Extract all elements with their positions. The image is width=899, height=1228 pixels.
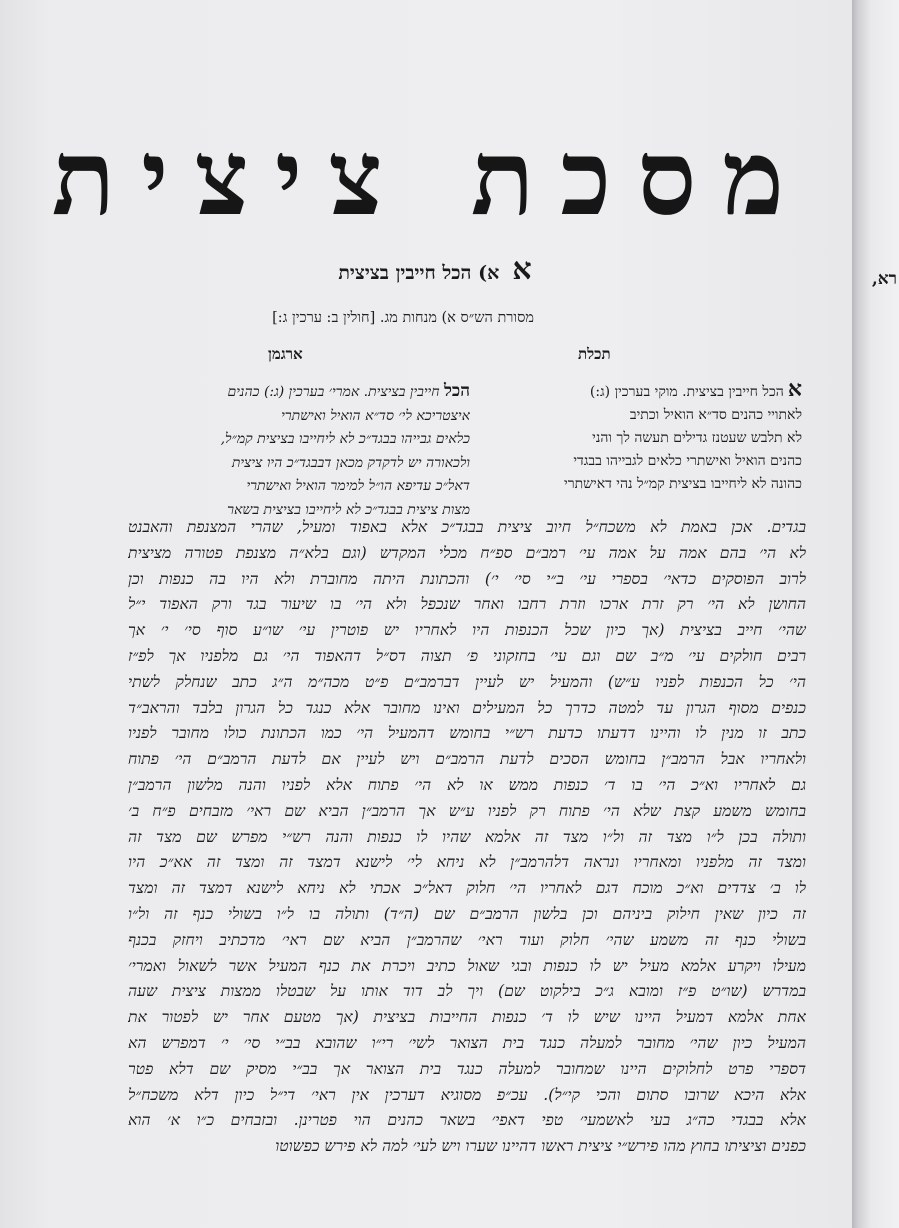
body-line: ומצד זה מלפניו ומאחריו ונראה דלהרמב״ן לא ניחא לי׳ לישנא דמצד זה ומצד זה אא״כ היו	[128, 853, 806, 872]
body-line: החושן לא הי׳ רק זרת ארכו וזרת רחבו ואחר שנכפל ולא הי׳ בו שיעור בגד ורק האפוד י״ל	[128, 595, 806, 614]
body-line: אחת אלמא דמעיל היינו שיש לו ד׳ כנפות החייבות בציצית (אך מטעם אחר יש לפטור את	[128, 1008, 806, 1027]
dibur-hamatchil: הכל	[443, 381, 470, 401]
body-line: לרוב הפוסקים כדאי׳ בספרי עי׳ ב״י סי׳ י׳) והכתונת היתה מחוברת ולא היו בה כנפות וכן	[128, 569, 806, 588]
commentary-line: ולכאורה יש לדקדק מכאן דבבגד״כ היו ציצית	[231, 454, 470, 471]
body-line: הי׳ כל הכנפות לפניו ע״ש) והמעיל יש לעיין דברמב״ם פ״ט מכה״מ ה״ג כתב שנחלק לשתי	[128, 672, 806, 691]
body-line: במדרש (שו״ט פ״ז ומובא ג״כ בילקוט שם) ויך לב דוד אותו על שבטלו ממצות ציצית שעה	[128, 982, 806, 1001]
tractate-title: מסכת ציצית	[51, 116, 810, 239]
body-line: לא הי׳ בהם אמה על אמה עי׳ רמב״ם ספ״ח מכלי המקדש (וגם בלא״ה מצנפת פטורה מציצית	[128, 543, 806, 562]
commentary-line: איצטריכא לי׳ סד״א הואיל ואישתרי	[281, 407, 470, 424]
body-line: כפנים וציציתו בחוץ מהו פירש״י ציצית ראשו דהיינו שערו ויש לעי׳ למה לא פירש כפשוטו	[275, 1137, 806, 1156]
body-line: כתב זו מנין לו והיינו דדעתו כדעת רש״י בחומש דהמעיל הי׳ כמו הכתונת כולו מחובר לפניו	[128, 724, 806, 743]
body-line: ולאחריו אבל הרמב״ן בחומש הסכים לדעת הרמב״ם ויש לעיין אם לדעת הרמב״ם הי׳ פתוח	[128, 750, 806, 769]
body-line: דספרי פרט לחלוקים היינו שמחובר למעלה כנגד בית הצואר אך בב״י מסיק שם דלא פטר	[128, 1059, 806, 1078]
commentary-line: דאל״כ עדיפא הו״ל למימר הואיל ואישתרי	[246, 478, 470, 494]
left-column-commentary	[130, 380, 470, 522]
commentary-line: מצות ציצית בבגד״כ לא ליחייבו בציצית בשאר	[227, 501, 470, 518]
facing-page-fragment: רא,	[871, 269, 897, 289]
body-line: בשולי כנף זה משמע שהי׳ חלוק ועוד ראי׳ שהרמב״ן הביא שם ראי׳ מדכתיב ויחזק בכנף	[128, 930, 806, 949]
chapter-letter: א	[512, 252, 532, 287]
right-column-heading: תכלת	[578, 345, 611, 363]
commentary-line: אהכל חייבין בציצית. מוקי בערכין (ג:)	[589, 378, 802, 402]
commentary-line: כהנים הואיל ואישתרי כלאים לגבייהו בבגדי	[573, 453, 802, 469]
body-line: רבים חולקים עי׳ מ״ב שם וגם עי׳ בחזקוני פ׳ תצוה דס״ל דהאפוד הי׳ גם מלפניו אך לפ״ז	[128, 646, 806, 665]
body-line: גם לאחריו וא״כ הי׳ בו ד׳ כנפות ממש או לא הי׳ פתוח אלא לפניו והנה מלשון הרמב״ן	[128, 775, 806, 794]
body-line: לו ב׳ צדדים וא״כ מוכח דגם לאחריו הי׳ חלוק דאל״כ אכתי לא ניחא לישנא דמצד זה ומצד	[128, 879, 806, 898]
main-commentary-body	[128, 515, 806, 1160]
body-line: כנפים מסוף הגרון עד למטה כדרך כל המעילים ואינו מחובר אלא כנגד כל הגרון בלבד והראב״ד	[128, 698, 806, 717]
body-line: מעילו ויקרע אלמא מעיל יש לו כנפות ובגי שאול כתיב ויכרת את כנף המעיל אשר לשאול ואמרי׳	[128, 956, 806, 975]
masoret-hashas-note: מסורת הש״ס א) מנחות מג. [חולין ב: ערכין ג:]	[272, 310, 534, 326]
commentary-line: לא תלבש שעטנז גדילים תעשה לך והני	[592, 430, 802, 446]
commentary-line: כהונה לא ליחייבו בציצית קמ״ל נהי דאישתרי	[564, 476, 802, 492]
body-line: זה כיון שאין חילוק ביניהם וכן בלשון הרמב״ם שם (ה״ד) ותולה בו ל״ו בשולי כנף זה ול״ו	[128, 904, 806, 923]
book-gutter	[852, 0, 899, 1228]
chapter-heading	[270, 252, 600, 287]
chapter-title: א) הכל חייבין בציצית	[338, 262, 500, 284]
commentary-line: הכל חייבין בציצית. אמרי׳ בערכין (ג:) כהנים	[227, 381, 470, 401]
body-line: שהי׳ חייב בציצית (אך כיון שכל הכנפות היו לאחריו יש פוטרין עי׳ שו״ע סוף סי׳ י׳ אך	[128, 621, 806, 640]
body-line: המעיל כיון שהי׳ מחובר למעלה כנגד בית הצואר לשי׳ רי״ו שהובא בב״י סי׳ י׳ דמפרש הא	[128, 1033, 806, 1052]
body-line: בגדים. אכן באמת לא משכח״ל חיוב ציצית בבגד״כ אלא באפוד ומעיל, שהרי המצנפת והאבנט	[128, 518, 806, 536]
body-line: בחומש משמע קצת שלא הי׳ פתוח רק לפניו ע״ש אך הרמב״ן הביא שם ראי׳ מזבחים פ״ח ב׳	[128, 801, 806, 820]
left-column-heading: ארגמן	[268, 345, 303, 363]
commentary-line: לאתויי כהנים סד״א הואיל וכתיב	[629, 407, 802, 423]
opening-letter: א	[787, 378, 802, 402]
commentary-line: כלאים גבייהו בבגד״כ לא ליחייבו בציצית קמ״ל,	[220, 431, 470, 447]
body-line: אלא בבגדי כה״ג בעי לאשמעי׳ טפי דאפי׳ בשאר כהנים הוי פטרינן. ובזבחים כ״ו א׳ הוא	[128, 1111, 806, 1130]
body-line: ותולה בכן ל״ו מצד זה ול״ו מצד זה אלמא שהיו לו כנפות והנה רש״י מפרש שם מצד זה	[128, 827, 806, 846]
body-line: אלא היכא שרובו סתום והכי קי״ל). עכ״פ מסוגיא דערכין אין ראי׳ די״ל כיון דלא משכח״ל	[128, 1085, 806, 1104]
right-column-commentary	[490, 378, 802, 496]
